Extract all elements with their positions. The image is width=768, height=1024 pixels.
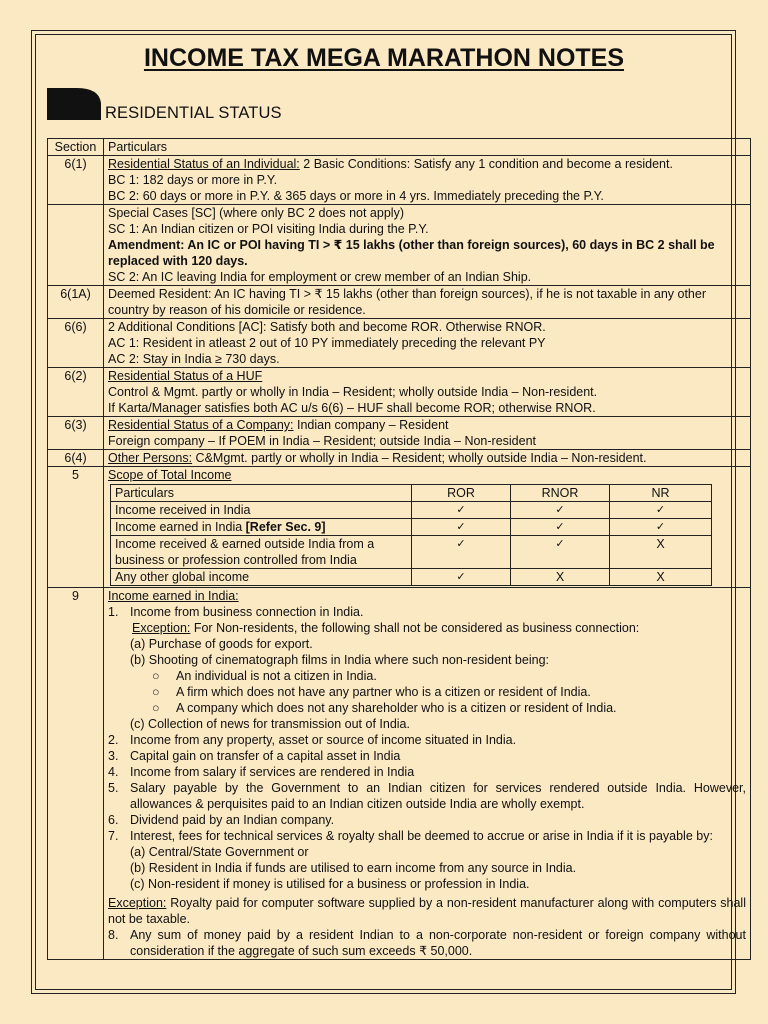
header-section: Section <box>48 139 104 156</box>
scope-particular <box>111 519 412 536</box>
table-row-9 <box>48 588 751 960</box>
list-item <box>108 764 746 780</box>
particulars-cell <box>104 467 751 588</box>
cross-mark: X <box>610 569 712 586</box>
scope-row <box>111 569 712 586</box>
additional-condition-1: AC 1: Resident in atleast 2 out of 10 PY immediately preceding the relevant PY <box>108 336 546 350</box>
page-title: INCOME TAX MEGA MARATHON NOTES <box>143 44 625 72</box>
scope-header-rnor: RNOR <box>511 485 610 502</box>
scope-header-particulars: Particulars <box>111 485 412 502</box>
table-row-6-4 <box>48 450 751 467</box>
section-cell: 6(1A) <box>48 286 104 319</box>
bullet-icon: ○ <box>152 701 160 715</box>
exception-block <box>108 620 746 668</box>
row-title: Residential Status of a Company: <box>108 418 294 432</box>
list-number: 5. <box>108 781 119 795</box>
section-label: RESIDENTIAL STATUS <box>105 104 282 122</box>
row-title: Residential Status of a HUF <box>108 369 263 383</box>
section-cell: 6(2) <box>48 368 104 417</box>
income-list <box>108 604 746 959</box>
list-text: Dividend paid by an Indian company. <box>130 813 335 827</box>
exception-a: (a) Purchase of goods for export. <box>130 637 313 651</box>
row-title: Other Persons: <box>108 451 193 465</box>
company-line-1: Foreign company – If POEM in India – Resident; outside India – Non-resident <box>108 434 537 448</box>
cross-mark: X <box>511 569 610 586</box>
bullet-text: A firm which does not have any partner who is a citizen or resident of India. <box>176 685 591 699</box>
list-text: Income from salary if services are rendered in India <box>130 765 415 779</box>
check-mark-icon: ✓ <box>412 502 511 519</box>
residential-status-table <box>47 138 751 960</box>
list-text: Salary payable by the Government to an Indian citizen for services rendered outside India. However, allowances & perquisites paid to an Indian citizen outside India are wholly exempt. <box>130 781 746 811</box>
table-row-6-3 <box>48 417 751 450</box>
section-cell-empty <box>48 205 104 286</box>
payer-c: (c) Non-resident if money is utilised for a business or profession in India. <box>130 877 530 891</box>
basic-condition-2: BC 2: 60 days or more in P.Y. & 365 days or more in 4 yrs. Immediately preceding the P.Y. <box>108 189 604 203</box>
list-text: Income from business connection in India. <box>130 605 364 619</box>
list-text: Capital gain on transfer of a capital asset in India <box>130 749 401 763</box>
list-item <box>108 604 746 620</box>
bullet-icon: ○ <box>152 685 160 699</box>
particulars-cell <box>104 417 751 450</box>
tab-shape-icon <box>47 86 103 120</box>
section-heading <box>47 86 347 126</box>
amendment-note: Amendment: An IC or POI having TI > ₹ 15 lakhs (other than foreign sources), 60 days in BC 2 shall be replaced with 120 days. <box>108 238 715 268</box>
bullet-item <box>108 700 746 716</box>
table-row-6-1-special <box>48 205 751 286</box>
scope-row <box>111 502 712 519</box>
scope-particular-text: Income earned in India <box>115 520 246 534</box>
scope-header-nr: NR <box>610 485 712 502</box>
list-item <box>108 927 746 959</box>
header-particulars: Particulars <box>104 139 751 156</box>
huf-line-2: If Karta/Manager satisfies both AC u/s 6(6) – HUF shall become ROR; otherwise RNOR. <box>108 401 596 415</box>
particulars-cell <box>104 368 751 417</box>
bullet-text: An individual is not a citizen in India. <box>176 669 377 683</box>
special-case-2: SC 2: An IC leaving India for employment or crew member of an Indian Ship. <box>108 270 532 284</box>
exception-text: For Non-residents, the following shall not be considered as business connection: <box>190 621 640 635</box>
list-number: 2. <box>108 733 119 747</box>
table-header-row <box>48 139 751 156</box>
list-item <box>108 828 746 844</box>
list-number: 6. <box>108 813 119 827</box>
additional-conditions: 2 Additional Conditions [AC]: Satisfy both and become ROR. Otherwise RNOR. <box>108 320 546 334</box>
cross-mark: X <box>610 536 712 569</box>
row-title-rest: C&Mgmt. partly or wholly in India – Resident; wholly outside India – Non-resident. <box>192 451 647 465</box>
section-cell: 9 <box>48 588 104 960</box>
check-mark-icon: ✓ <box>412 569 511 586</box>
special-cases: Special Cases [SC] (where only BC 2 does not apply) <box>108 206 404 220</box>
section-cell: 6(4) <box>48 450 104 467</box>
exception-c: (c) Collection of news for transmission out of India. <box>130 717 410 731</box>
check-mark-icon: ✓ <box>511 536 610 569</box>
scope-table <box>110 484 712 586</box>
scope-header-row <box>111 485 712 502</box>
list-item <box>108 748 746 764</box>
particulars-cell <box>104 156 751 205</box>
check-mark-icon: ✓ <box>610 519 712 536</box>
payer-a: (a) Central/State Government or <box>130 845 309 859</box>
list-text: Income from any property, asset or source of income situated in India. <box>130 733 517 747</box>
payer-block <box>108 844 746 892</box>
list-number: 8. <box>108 928 119 942</box>
table-row-5 <box>48 467 751 588</box>
scope-particular: Income received & earned outside India from a business or profession controlled from India <box>111 536 412 569</box>
bullet-text: A company which does not any shareholder who is a citizen or resident of India. <box>176 701 617 715</box>
list-item <box>108 732 746 748</box>
row-title-rest: 2 Basic Conditions: Satisfy any 1 condition and become a resident. <box>299 157 673 171</box>
check-mark-icon: ✓ <box>412 519 511 536</box>
scope-row <box>111 519 712 536</box>
particulars-cell <box>104 450 751 467</box>
list-text: Interest, fees for technical services & royalty shall be deemed to accrue or arise in India if it is payable by: <box>130 829 713 843</box>
payer-b: (b) Resident in India if funds are utilised to earn income from any source in India. <box>130 861 577 875</box>
list-item <box>108 780 746 812</box>
scope-row <box>111 536 712 569</box>
exception-text: Royalty paid for computer software supplied by a non-resident manufacturer along with computers shall not be taxable. <box>108 896 746 926</box>
list-number: 3. <box>108 749 119 763</box>
exception-label: Exception: <box>132 621 191 635</box>
list-number: 7. <box>108 829 119 843</box>
scope-particular: Income received in India <box>111 502 412 519</box>
bullet-item <box>108 668 746 684</box>
list-text: Any sum of money paid by a resident Indian to a non-corporate non-resident or foreign company without consideration if the aggregate of such sum exceeds ₹ 50,000. <box>130 928 746 958</box>
table-row-6-1a <box>48 286 751 319</box>
exception-c-block <box>108 716 746 732</box>
row-title-rest: Indian company – Resident <box>293 418 449 432</box>
particulars-cell: Deemed Resident: An IC having TI > ₹ 15 lakhs (other than foreign sources), if he is not taxable in any other country by reason of his domicile or residence. <box>104 286 751 319</box>
exception-b: (b) Shooting of cinematograph films in India where such non-resident being: <box>130 653 549 667</box>
exception-2 <box>108 895 746 927</box>
row-title: Residential Status of an Individual: <box>108 157 300 171</box>
huf-line-1: Control & Mgmt. partly or wholly in India – Resident; wholly outside India – Non-resident. <box>108 385 598 399</box>
section-cell: 6(1) <box>48 156 104 205</box>
bullet-item <box>108 684 746 700</box>
check-mark-icon: ✓ <box>412 536 511 569</box>
scope-header-ror: ROR <box>412 485 511 502</box>
row-title: Scope of Total Income <box>108 468 232 482</box>
row-title: Income earned in India: <box>108 589 239 603</box>
particulars-cell <box>104 205 751 286</box>
section-cell: 6(3) <box>48 417 104 450</box>
basic-condition-1: BC 1: 182 days or more in P.Y. <box>108 173 278 187</box>
special-case-1: SC 1: An Indian citizen or POI visiting India during the P.Y. <box>108 222 429 236</box>
table-row-6-2 <box>48 368 751 417</box>
section-cell: 6(6) <box>48 319 104 368</box>
particulars-cell <box>104 319 751 368</box>
list-number: 4. <box>108 765 119 779</box>
exception-label: Exception: <box>108 896 167 910</box>
scope-particular: Any other global income <box>111 569 412 586</box>
table-row-6-6 <box>48 319 751 368</box>
list-number: 1. <box>108 605 119 619</box>
check-mark-icon: ✓ <box>511 502 610 519</box>
scope-reference: [Refer Sec. 9] <box>245 520 326 534</box>
check-mark-icon: ✓ <box>610 502 712 519</box>
check-mark-icon: ✓ <box>511 519 610 536</box>
bullet-icon: ○ <box>152 669 160 683</box>
list-item <box>108 812 746 828</box>
additional-condition-2: AC 2: Stay in India ≥ 730 days. <box>108 352 280 366</box>
section-cell: 5 <box>48 467 104 588</box>
particulars-cell <box>104 588 751 960</box>
table-row-6-1 <box>48 156 751 205</box>
